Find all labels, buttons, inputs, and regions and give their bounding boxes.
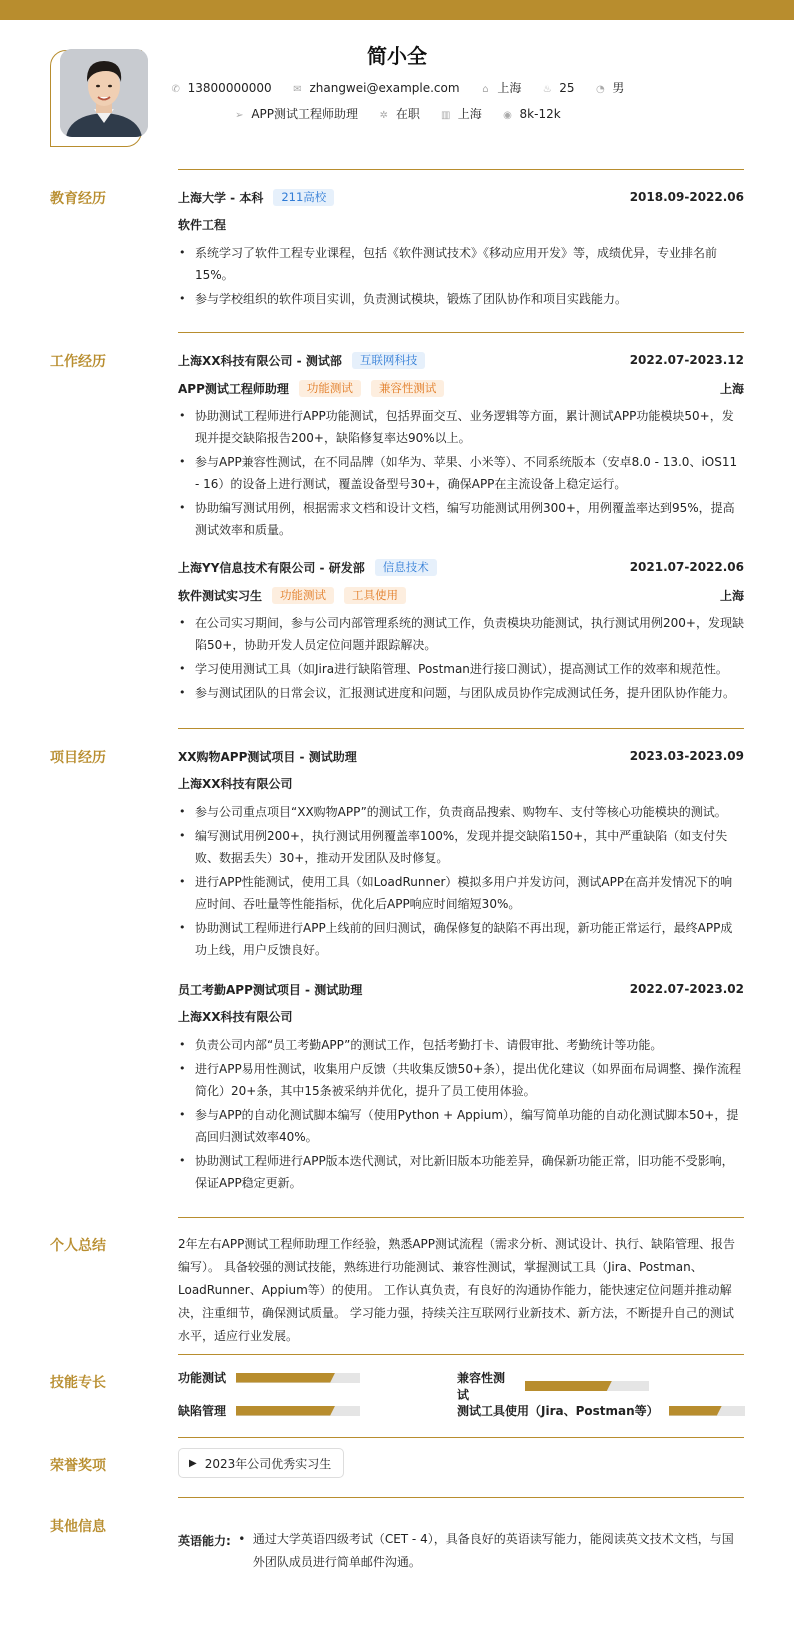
mail-icon: ✉: [293, 84, 302, 95]
award-item[interactable]: [178, 1448, 344, 1478]
industry-tag: 互联网科技: [352, 352, 426, 369]
summary-text: 2年左右APP测试工程师助理工作经验，熟悉APP测试流程（需求分析、测试设计、执行、缺陷管理、报告编写）。 具备较强的测试技能，熟练进行功能测试、兼容性测试，掌握测试工具（Jira、Postman、LoadRunner、Appium等）的使用。 工作认真负责，有良好的沟通协作能力，能快速定位问题并推动解决，注重细节，确保测试质量。 学习能力强，持续关注互联网行业新技术、新方法，不断提升自己的测试水平，适应行业发展。: [178, 1237, 736, 1343]
top-accent-bar: [0, 0, 794, 20]
work-location: 上海: [719, 588, 744, 603]
divider: [178, 728, 744, 729]
skill-item: [178, 1369, 360, 1386]
job-intent-row: [0, 105, 794, 122]
company-name: 上海XX科技有限公司 - 测试部: [178, 353, 342, 368]
section-title-summary: 个人总结: [50, 1238, 106, 1254]
major: 软件工程: [178, 218, 227, 232]
list-item: • 参与学校组织的软件项目实训，负责测试模块，锻炼了团队协作和项目实践能力。: [178, 288, 744, 310]
other-info: [178, 1532, 744, 1574]
education-entry: [178, 186, 744, 310]
city-text: 上海: [497, 81, 522, 95]
education-bullets: [178, 242, 744, 310]
contact-age: [541, 81, 574, 95]
list-item: • 协助测试工程师进行APP版本迭代测试，对比新旧版本功能差异，确保新功能正常，旧功能不受影响，保证APP稳定更新。: [178, 1150, 744, 1194]
section-title-awards: 荣誉奖项: [50, 1458, 106, 1474]
project-date: 2023.03-2023.09: [629, 749, 744, 763]
phone-icon: ✆: [171, 84, 180, 95]
skill-bar-fill: [669, 1406, 722, 1416]
section-title-project: 项目经历: [50, 750, 106, 766]
skill-bar-fill: [525, 1381, 612, 1391]
skill-bar: [236, 1373, 360, 1383]
list-item: • 参与APP的自动化测试脚本编写（使用Python + Appium），编写简单功能的自动化测试脚本50+，提高回归测试效率40%。: [178, 1104, 744, 1148]
skill-name: 测试工具使用（Jira、Postman等）: [457, 1404, 659, 1418]
list-item: • 编写测试用例200+，执行测试用例覆盖率100%，发现并提交缺陷150+，其中严重缺陷（如支付失败、数据丢失）30+，推动开发团队及时修复。: [178, 825, 744, 869]
skill-name: 兼容性测试: [457, 1371, 506, 1402]
role-title: APP测试工程师助理: [178, 381, 289, 396]
skill-bar-fill: [236, 1406, 335, 1416]
list-item: • 参与APP兼容性测试，在不同品牌（如华为、苹果、小米等）、不同系统版本（安卓8.0 - 13.0、iOS11 - 16）的设备上进行测试，覆盖设备型号30+，确保APP在主流设备上稳定运行。: [178, 451, 744, 495]
other-text: 通过大学英语四级考试（CET - 4），具备良好的英语读写能力，能阅读英文技术文档，与国外团队成员进行简单邮件沟通。: [252, 1532, 734, 1569]
list-item: • 参与测试团队的日常会议，汇报测试进度和问题，与团队成员协作完成测试任务，提升团队协作能力。: [178, 682, 744, 704]
position-text: APP测试工程师助理: [251, 107, 359, 121]
skill-item: [178, 1402, 360, 1419]
list-item: • 系统学习了软件工程专业课程，包括《软件测试技术》《移动应用开发》等，成绩优异，专业排名前15%。: [178, 242, 744, 286]
divider: [178, 1437, 744, 1438]
education-date: 2018.09-2022.06: [629, 190, 744, 204]
project-entry: [178, 745, 744, 961]
skill-bar: [236, 1406, 360, 1416]
section-title-education: 教育经历: [50, 191, 106, 207]
home-icon: ⌂: [482, 84, 489, 95]
work-bullets: [178, 612, 744, 704]
project-date: 2022.07-2023.02: [629, 982, 744, 996]
skill-tag: 工具使用: [344, 587, 406, 604]
gender-icon: ◔: [595, 84, 605, 95]
skill-item: [457, 1369, 649, 1403]
skill-name: 功能测试: [178, 1371, 227, 1385]
contact-city: [479, 79, 521, 96]
work-date: 2021.07-2022.06: [629, 560, 744, 574]
phone-text: 13800000000: [187, 81, 272, 95]
intent-status: [378, 105, 420, 122]
status-icon: ✲: [379, 110, 389, 121]
project-title: XX购物APP测试项目 - 测试助理: [178, 749, 357, 764]
work-entry: [178, 556, 744, 704]
divider: [178, 1217, 744, 1218]
gender-text: 男: [612, 81, 625, 95]
contact-phone: [170, 81, 272, 95]
email-text: zhangwei@example.com: [309, 81, 460, 95]
role-title: 软件测试实习生: [178, 588, 263, 603]
skill-bar: [669, 1406, 745, 1416]
list-item: • 协助编写测试用例，根据需求文档和设计文档，编写功能测试用例300+，用例覆盖率达到95%，提高测试效率和质量。: [178, 497, 744, 541]
intent-city-text: 上海: [457, 107, 482, 121]
candidate-name: 简小全: [367, 44, 427, 68]
section-title-skills: 技能专长: [50, 1375, 106, 1391]
contact-gender: [594, 79, 624, 96]
list-item: • 协助测试工程师进行APP功能测试，包括界面交互、业务逻辑等方面，累计测试APP功能模块50+，发现并提交缺陷报告200+，缺陷修复率达90%以上。: [178, 405, 744, 449]
list-item: • 进行APP性能测试，使用工具（如LoadRunner）模拟多用户并发访问，测试APP在高并发情况下的响应时间、吞吐量等性能指标，优化后APP响应时间缩短30%。: [178, 871, 744, 915]
award-text: 2023年公司优秀实习生: [204, 1456, 332, 1471]
skill-tag: 功能测试: [299, 380, 361, 397]
list-item: • 协助测试工程师进行APP上线前的回归测试，确保修复的缺陷不再出现，新功能正常运行，最终APP成功上线，用户反馈良好。: [178, 917, 744, 961]
list-item: • 在公司实习期间，参与公司内部管理系统的测试工作，负责模块功能测试，执行测试用例200+，发现缺陷50+，协助开发人员定位问题并跟踪解决。: [178, 612, 744, 656]
project-entry: [178, 978, 744, 1194]
divider: [178, 332, 744, 333]
section-title-work: 工作经历: [50, 354, 106, 370]
divider: [178, 1354, 744, 1355]
list-item: • 进行APP易用性测试，收集用户反馈（共收集反馈50+条），提出优化建议（如界面布局调整、操作流程简化）20+条，其中15条被采纳并优化，提升了员工使用体验。: [178, 1058, 744, 1102]
work-entry: [178, 349, 744, 541]
divider: [178, 169, 744, 170]
school-tag: 211高校: [273, 189, 334, 206]
work-date: 2022.07-2023.12: [629, 353, 744, 367]
skill-bar-fill: [236, 1373, 335, 1383]
status-text: 在职: [395, 107, 420, 121]
section-title-other: 其他信息: [50, 1519, 106, 1535]
project-company: 上海XX科技有限公司: [178, 777, 293, 791]
other-label: 英语能力:: [178, 1534, 231, 1548]
send-icon: ➢: [235, 110, 244, 121]
bullet-dot: •: [238, 1532, 246, 1546]
company-name: 上海YY信息技术有限公司 - 研发部: [178, 560, 365, 575]
work-bullets: [178, 405, 744, 541]
skill-tag: 兼容性测试: [371, 380, 445, 397]
skill-tag: 功能测试: [272, 587, 334, 604]
list-item: • 学习使用测试工具（如Jira进行缺陷管理、Postman进行接口测试），提高测试工作的效率和规范性。: [178, 658, 744, 680]
project-company: 上海XX科技有限公司: [178, 1010, 293, 1024]
skill-name: 缺陷管理: [178, 1404, 227, 1418]
skill-item: [457, 1402, 745, 1419]
intent-salary: [502, 107, 561, 121]
contact-row: [0, 79, 794, 96]
school-name: 上海大学 - 本科: [178, 190, 264, 205]
list-item: • 负责公司内部“员工考勤APP”的测试工作，包括考勤打卡、请假审批、考勤统计等功能。: [178, 1034, 744, 1056]
project-title: 员工考勤APP测试项目 - 测试助理: [178, 982, 363, 997]
salary-icon: ◉: [503, 110, 512, 121]
play-icon: ▶: [189, 1457, 197, 1469]
intent-position: [233, 105, 358, 122]
work-location: 上海: [719, 381, 744, 396]
salary-text: 8k-12k: [519, 107, 561, 121]
age-text: 25: [559, 81, 575, 95]
industry-tag: 信息技术: [375, 559, 437, 576]
contact-email: [291, 81, 459, 95]
cake-icon: ♨: [542, 84, 552, 95]
project-bullets: [178, 801, 744, 961]
list-item: • 参与公司重点项目“XX购物APP”的测试工作，负责商品搜索、购物车、支付等核心功能模块的测试。: [178, 801, 744, 823]
divider: [178, 1497, 744, 1498]
project-bullets: [178, 1034, 744, 1194]
intent-city: [440, 105, 482, 122]
skill-bar: [525, 1381, 649, 1391]
building-icon: ▥: [440, 110, 451, 121]
